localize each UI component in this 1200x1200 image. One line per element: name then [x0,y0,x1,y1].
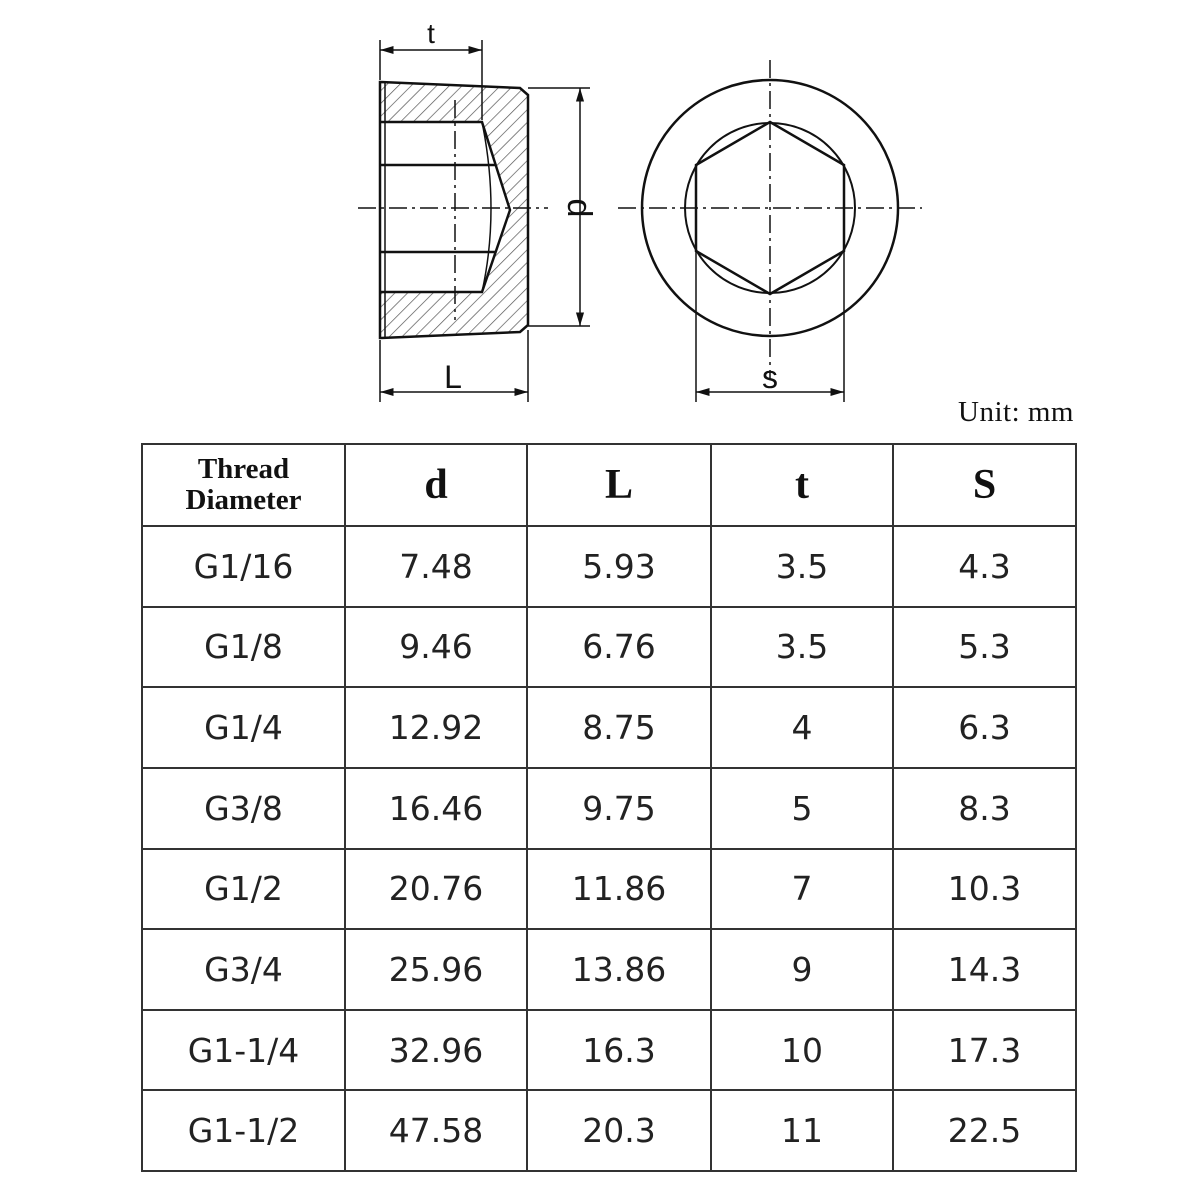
cell-L: 6.76 [527,607,711,688]
cell-S: 8.3 [893,768,1076,849]
cell-L: 5.93 [527,526,711,607]
dimension-table [141,443,1077,1172]
table-row [142,607,1076,688]
cell-thread: G1-1/2 [142,1090,345,1171]
cell-t: 11 [711,1090,893,1171]
table-row [142,1090,1076,1171]
table-row [142,929,1076,1010]
header-L: L [527,444,711,526]
cell-t: 3.5 [711,607,893,688]
cell-d: 32.96 [345,1010,527,1091]
cell-L: 9.75 [527,768,711,849]
cell-d: 9.46 [345,607,527,688]
cell-t: 10 [711,1010,893,1091]
table-row [142,768,1076,849]
cell-t: 5 [711,768,893,849]
cell-thread: G1-1/4 [142,1010,345,1091]
cell-L: 8.75 [527,687,711,768]
cell-d: 12.92 [345,687,527,768]
cell-thread: G1/2 [142,849,345,930]
technical-drawing [0,0,1200,440]
cell-S: 22.5 [893,1090,1076,1171]
header-t: t [711,444,893,526]
table-row [142,849,1076,930]
cell-L: 16.3 [527,1010,711,1091]
table-row [142,526,1076,607]
cell-d: 47.58 [345,1090,527,1171]
cell-d: 7.48 [345,526,527,607]
cell-t: 3.5 [711,526,893,607]
table-row [142,1010,1076,1091]
header-thread-line1: Thread [197,453,290,485]
cell-S: 5.3 [893,607,1076,688]
cell-thread: G3/4 [142,929,345,1010]
cell-d: 20.76 [345,849,527,930]
cell-t: 4 [711,687,893,768]
table-row [142,687,1076,768]
cell-L: 20.3 [527,1090,711,1171]
dim-label-d: d [560,198,598,218]
header-thread-line2: Diameter [185,484,302,516]
cell-d: 25.96 [345,929,527,1010]
cell-L: 11.86 [527,849,711,930]
cell-t: 9 [711,929,893,1010]
header-d: d [345,444,527,526]
side-section-view [380,82,528,338]
cell-S: 10.3 [893,849,1076,930]
cell-thread: G3/8 [142,768,345,849]
cell-thread: G1/16 [142,526,345,607]
cell-S: 14.3 [893,929,1076,1010]
cell-thread: G1/8 [142,607,345,688]
cell-S: 4.3 [893,526,1076,607]
cell-d: 16.46 [345,768,527,849]
cell-t: 7 [711,849,893,930]
table-header-row [142,444,1076,526]
cell-thread: G1/4 [142,687,345,768]
cell-S: 6.3 [893,687,1076,768]
cell-S: 17.3 [893,1010,1076,1091]
dim-label-t: t [427,18,435,49]
dim-label-s: s [762,359,778,395]
unit-label: Unit: mm [958,396,1074,428]
header-S: S [893,444,1076,526]
header-thread-diameter [142,444,345,526]
cell-L: 13.86 [527,929,711,1010]
dim-label-L: L [444,359,462,395]
